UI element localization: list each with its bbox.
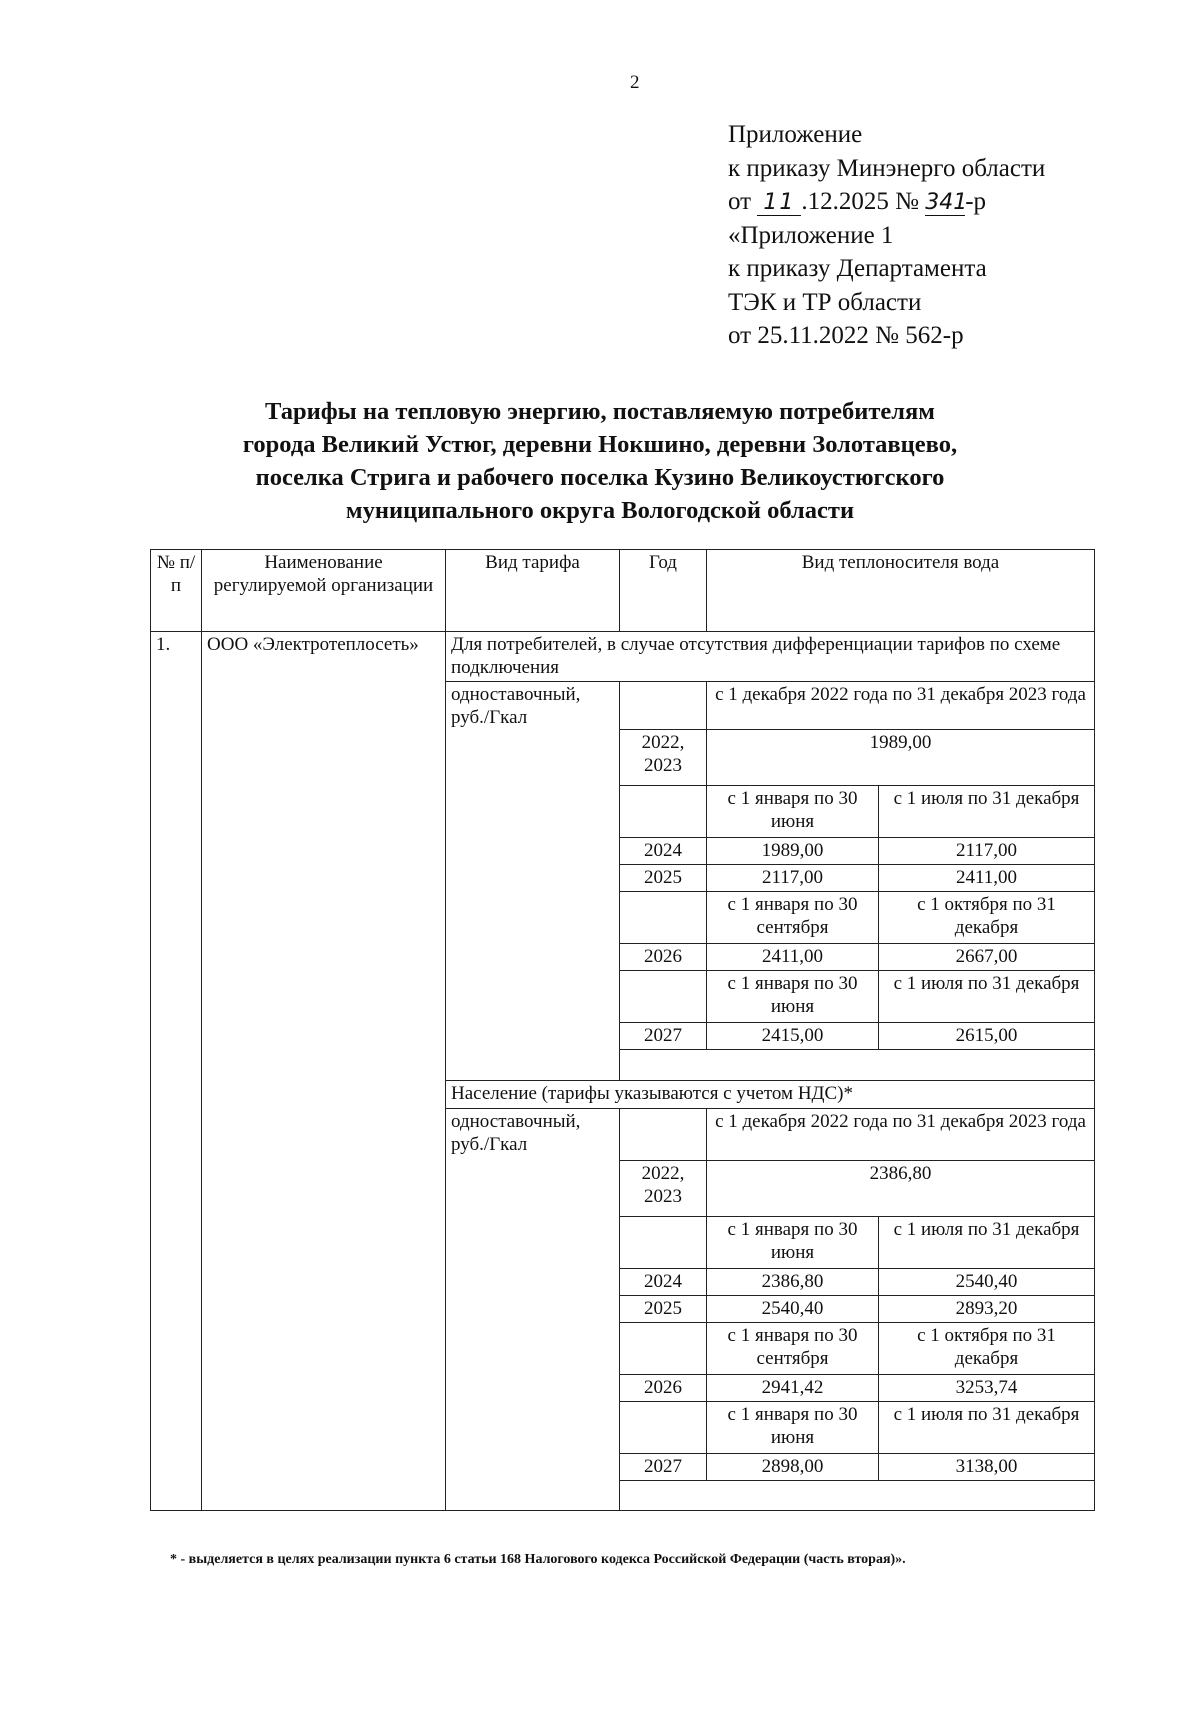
tariff-value: 2898,00 xyxy=(707,1453,879,1480)
period-cell: с 1 января по 30 июня xyxy=(707,971,879,1023)
appendix-line: Приложение xyxy=(728,121,863,148)
appendix-line: от 25.11.2022 № 562-р xyxy=(728,322,964,349)
year-cell: 2022, 2023 xyxy=(620,1160,707,1216)
order-date-prefix: от xyxy=(728,188,752,215)
appendix-line: к приказу Департамента xyxy=(728,255,987,282)
footnote: * - выделяется в целях реализации пункта 6 статьи 168 Налогового кодекса Российской Федерации (часть вторая)». xyxy=(170,1552,906,1567)
table-row xyxy=(151,632,1095,682)
title-line: города Великий Устюг, деревни Нокшино, деревни Золотавцево, xyxy=(242,431,958,458)
page-number: 2 xyxy=(630,72,640,93)
tariff-value: 1989,00 xyxy=(707,730,1095,786)
header-year: Год xyxy=(620,550,707,632)
tariff-value: 1989,00 xyxy=(707,838,879,865)
handwritten-order-number: 341 xyxy=(925,190,968,215)
year-cell: 2025 xyxy=(620,1295,707,1322)
year-cell: 2027 xyxy=(620,1023,707,1050)
tariff-value: 2540,40 xyxy=(707,1295,879,1322)
tariff-value: 2941,42 xyxy=(707,1374,879,1401)
title-line: поселка Стрига и рабочего поселка Кузино Великоустюгского xyxy=(255,464,945,491)
row-number: 1. xyxy=(151,632,202,1511)
tariff-value: 2893,20 xyxy=(879,1295,1095,1322)
year-cell: 2022, 2023 xyxy=(620,730,707,786)
order-number-suffix: -р xyxy=(965,188,987,215)
period-cell: с 1 июля по 31 декабря xyxy=(879,971,1095,1023)
tariff-value: 2667,00 xyxy=(879,944,1095,971)
period-cell: с 1 октября по 31 декабря xyxy=(879,1322,1095,1374)
year-cell: 2027 xyxy=(620,1453,707,1480)
year-cell xyxy=(620,786,707,838)
header-heat-carrier: Вид теплоносителя вода xyxy=(707,550,1095,632)
year-cell xyxy=(620,892,707,944)
appendix-line: «Приложение 1 xyxy=(728,221,894,249)
period-cell: с 1 января по 30 сентября xyxy=(707,1322,879,1374)
tariff-value: 2386,80 xyxy=(707,1160,1095,1216)
appendix-header xyxy=(728,118,1045,353)
tariff-table-wrapper xyxy=(150,549,1094,1511)
period-cell: с 1 июля по 31 декабря xyxy=(879,786,1095,838)
title-line: Тарифы на тепловую энергию, поставляемую потребителям xyxy=(265,398,935,425)
section-title: Население (тарифы указываются с учетом НДС)* xyxy=(446,1080,1095,1108)
period-cell: с 1 июля по 31 декабря xyxy=(879,1401,1095,1453)
tariff-value: 2415,00 xyxy=(707,1023,879,1050)
title-line: муниципального округа Вологодской области xyxy=(345,497,855,524)
period-cell: с 1 декабря 2022 года по 31 декабря 2023 года xyxy=(707,682,1095,730)
appendix-order-date xyxy=(728,185,1045,219)
tariff-value: 2386,80 xyxy=(707,1268,879,1295)
year-cell: 2026 xyxy=(620,944,707,971)
appendix-line: к приказу Минэнерго области xyxy=(728,154,1046,182)
period-cell: с 1 января по 30 июня xyxy=(707,786,879,838)
tariff-type: одноставочный, руб./Гкал xyxy=(446,1108,620,1511)
tariff-value: 2540,40 xyxy=(879,1268,1095,1295)
year-cell xyxy=(620,1216,707,1268)
handwritten-day: 11 xyxy=(757,191,801,216)
period-cell: с 1 января по 30 сентября xyxy=(707,892,879,944)
header-tariff-type: Вид тарифа xyxy=(446,550,620,632)
tariff-value: 3253,74 xyxy=(879,1374,1095,1401)
period-cell: с 1 декабря 2022 года по 31 декабря 2023 года xyxy=(707,1108,1095,1160)
tariff-value: 2411,00 xyxy=(707,944,879,971)
tariff-value: 2411,00 xyxy=(879,865,1095,892)
year-cell xyxy=(620,1401,707,1453)
tariff-value: 2615,00 xyxy=(879,1023,1095,1050)
period-cell: с 1 июля по 31 декабря xyxy=(879,1216,1095,1268)
order-date-middle: .12.2025 № xyxy=(801,188,919,215)
period-cell: с 1 октября по 31 декабря xyxy=(879,892,1095,944)
section-title: Для потребителей, в случае отсутствия дифференциации тарифов по схеме подключения xyxy=(446,632,1095,682)
header-organization: Наименование регулируемой организации xyxy=(202,550,446,632)
organization-name: ООО «Электротеплосеть» xyxy=(202,632,446,1511)
tariff-value: 2117,00 xyxy=(707,865,879,892)
header-number: № п/п xyxy=(151,550,202,632)
year-cell xyxy=(620,682,707,730)
period-cell: с 1 января по 30 июня xyxy=(707,1216,879,1268)
year-cell: 2025 xyxy=(620,865,707,892)
tariff-table xyxy=(150,549,1095,1511)
appendix-line: ТЭК и ТР области xyxy=(728,288,922,316)
year-cell: 2024 xyxy=(620,1268,707,1295)
year-cell xyxy=(620,971,707,1023)
tariff-value: 2117,00 xyxy=(879,838,1095,865)
year-cell: 2026 xyxy=(620,1374,707,1401)
tariff-value: 3138,00 xyxy=(879,1453,1095,1480)
document-title xyxy=(150,395,1050,527)
tariff-type: одноставочный, руб./Гкал xyxy=(446,682,620,1081)
period-cell: с 1 января по 30 июня xyxy=(707,1401,879,1453)
year-cell: 2024 xyxy=(620,838,707,865)
year-cell xyxy=(620,1108,707,1160)
table-header-row xyxy=(151,550,1095,632)
year-cell xyxy=(620,1322,707,1374)
